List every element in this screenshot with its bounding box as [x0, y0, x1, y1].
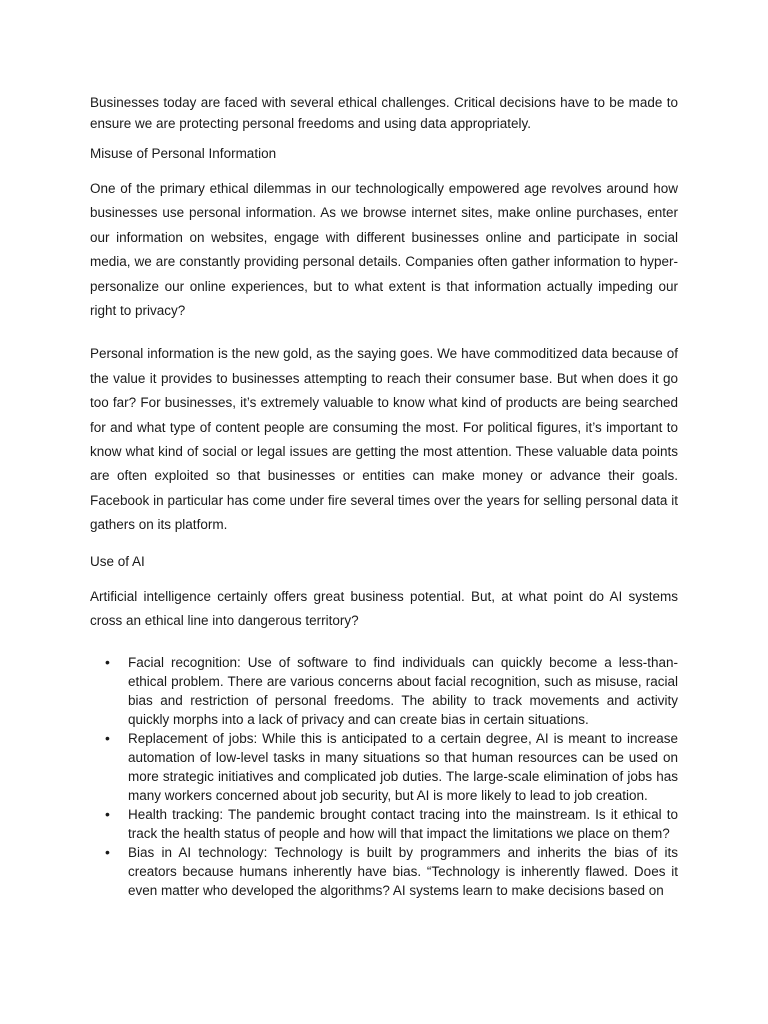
bullet-icon: • [105, 653, 110, 670]
bullet-icon: • [105, 805, 110, 822]
list-item [90, 843, 678, 900]
list-item [90, 729, 678, 805]
list-item-text: Replacement of jobs: While this is anticipated to a certain degree, AI is meant to increase automation of low-level tasks in many situations so that human resources can be used on more strategic initiatives and complicated job duties. The large-scale elimination of jobs has many workers concerned about job security, but AI is more likely to lead to job creation. [128, 730, 678, 803]
body-paragraph: One of the primary ethical dilemmas in our technologically empowered age revolves around how businesses use personal information. As we browse internet sites, make online purchases, enter our information on websites, engage with different businesses online and participate in social media, we are constantly providing personal details. Companies often gather information to hyper-personalize our online experiences, but to what extent is that information actually impeding our right to privacy? [90, 181, 678, 319]
list-item [90, 653, 678, 729]
bullet-list [90, 653, 678, 900]
body-paragraph: Personal information is the new gold, as the saying goes. We have commoditized data because of the value it provides to businesses attempting to reach their consumer base. But when does it go too far? For businesses, it’s extremely valuable to know what kind of products are being searched for and what type of content people are consuming the most. For political figures, it’s important to know what kind of social or legal issues are getting the most attention. These valuable data points are often exploited so that businesses or entities can make money or advance their goals. Facebook in particular has come under fire several times over the years for selling personal data it gathers on its platform. [90, 346, 678, 533]
list-item-text: Health tracking: The pandemic brought contact tracing into the mainstream. Is it ethical to track the health status of people and how will that impact the limitations we place on them? [128, 806, 678, 841]
body-paragraph: Artificial intelligence certainly offers great business potential. But, at what point do AI systems cross an ethical line into dangerous territory? [90, 588, 678, 629]
list-item-text: Bias in AI technology: Technology is built by programmers and inherits the bias of its creators because humans inherently have bias. “Technology is inherently flawed. Does it even matter who developed the algorithms? AI systems learn to make decisions based on [128, 844, 678, 898]
section-heading-misuse: Misuse of Personal Information [90, 146, 277, 161]
document-page [90, 92, 678, 900]
list-item [90, 805, 678, 843]
list-item-text: Facial recognition: Use of software to find individuals can quickly become a less-than-ethical problem. There are various concerns about facial recognition, such as misuse, racial bias and restriction of personal freedoms. The ability to track movements and activity quickly morphs into a lack of privacy and can create bias in certain situations. [128, 654, 678, 727]
intro-paragraph: Businesses today are faced with several ethical challenges. Critical decisions have to be made to ensure we are protecting personal freedoms and using data appropriately. [90, 95, 678, 131]
bullet-icon: • [105, 729, 110, 746]
bullet-icon: • [105, 843, 110, 860]
section-heading-ai: Use of AI [90, 553, 145, 569]
